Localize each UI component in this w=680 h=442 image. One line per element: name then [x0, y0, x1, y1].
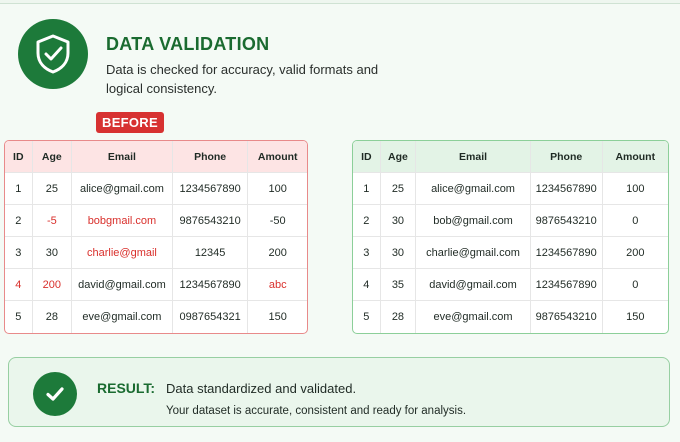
cell-amount: 0 — [603, 205, 668, 237]
cell-amount: 0 — [603, 269, 668, 301]
cell-email: bob@gmail.com — [416, 205, 531, 237]
result-subtext: Your dataset is accurate, consistent and ready for analysis. — [166, 405, 467, 417]
cell-email: alice@gmail.com — [72, 173, 173, 205]
cell-email: charlie@gmail.com — [416, 237, 531, 269]
cell-amount: 200 — [603, 237, 668, 269]
column-header: ID — [353, 141, 381, 173]
cell-amount: 100 — [603, 173, 668, 205]
cell-age: 30 — [33, 237, 73, 269]
cell-age: -5 — [33, 205, 73, 237]
cell-amount: 150 — [268, 311, 287, 323]
column-header: Phone — [173, 141, 249, 173]
result-label: RESULT: — [97, 380, 156, 396]
column-header: Age — [33, 141, 73, 173]
cell-email: david@gmail.com — [72, 269, 173, 301]
cell-amount: 100 — [248, 173, 307, 205]
column-header: Phone — [531, 141, 603, 173]
before-table — [4, 140, 308, 334]
table-row — [5, 301, 307, 333]
after-table — [352, 140, 669, 334]
cell-phone: 1234567890 — [173, 173, 249, 205]
cell-email: eve@gmail.com — [416, 301, 531, 333]
column-header: ID — [5, 141, 33, 173]
after-table-body — [353, 173, 668, 333]
table-row — [353, 237, 668, 269]
page-description: Data is checked for accuracy, valid formats and logical consistency. — [106, 62, 379, 96]
table-row — [353, 205, 668, 237]
table-row — [353, 269, 668, 301]
cell-age: 28 — [33, 301, 73, 333]
cell-id: 1 — [5, 173, 33, 205]
cell-phone: 9876543210 — [531, 301, 603, 333]
cell-id: 4 — [5, 269, 33, 301]
before-table-body — [5, 173, 307, 333]
column-header: Amount — [248, 141, 307, 173]
cell-email: david@gmail.com — [416, 269, 531, 301]
shield-check-icon — [18, 19, 88, 89]
result-panel — [8, 357, 670, 427]
check-circle-icon — [33, 372, 77, 416]
cell-phone: 9876543210 — [173, 205, 249, 237]
cell-id: 3 — [353, 237, 381, 269]
table-row — [5, 237, 307, 269]
cell-age: 200 — [33, 269, 73, 301]
cell-id: 1 — [353, 173, 381, 205]
cell-id: 2 — [5, 205, 33, 237]
column-header: Email — [72, 141, 173, 173]
page-title: DATA VALIDATION — [106, 34, 270, 54]
cell-amount: abc — [248, 269, 307, 301]
cell-phone: 0987654321 — [173, 301, 249, 333]
before-table-header — [5, 141, 307, 173]
table-row — [353, 173, 668, 205]
result-text: Data standardized and validated. — [166, 381, 357, 396]
cell-age: 35 — [381, 269, 417, 301]
cell-email: alice@gmail.com — [416, 173, 531, 205]
cell-age: 25 — [381, 173, 417, 205]
cell-email: bobgmail.com — [72, 205, 173, 237]
cell-phone: 9876543210 — [531, 205, 603, 237]
cell-id: 2 — [353, 205, 381, 237]
cell-email: eve@gmail.com — [72, 301, 173, 333]
cell-id: 4 — [353, 269, 381, 301]
cell-amount: -50 — [248, 205, 307, 237]
cell-phone: 1234567890 — [531, 269, 603, 301]
column-header: Age — [381, 141, 417, 173]
before-badge: BEFORE — [96, 112, 164, 133]
column-header: Email — [416, 141, 531, 173]
cell-age: 25 — [33, 173, 73, 205]
table-row — [353, 301, 668, 333]
cell-amount: 150 — [626, 311, 645, 323]
cell-id: 3 — [5, 237, 33, 269]
cell-id: 5 — [353, 301, 381, 333]
cell-phone: 1234567890 — [531, 237, 603, 269]
cell-phone: 1234567890 — [173, 269, 249, 301]
cell-email: charlie@gmail — [72, 237, 173, 269]
cell-phone: 12345 — [173, 237, 249, 269]
after-table-header — [353, 141, 668, 173]
top-divider — [0, 0, 680, 4]
cell-id: 5 — [5, 301, 33, 333]
table-row — [5, 269, 307, 301]
column-header: Amount — [603, 141, 668, 173]
cell-age: 28 — [381, 301, 417, 333]
cell-age: 30 — [381, 237, 417, 269]
cell-amount: 200 — [248, 237, 307, 269]
table-row — [5, 205, 307, 237]
cell-phone: 1234567890 — [531, 173, 603, 205]
cell-age: 30 — [381, 205, 417, 237]
table-row — [5, 173, 307, 205]
